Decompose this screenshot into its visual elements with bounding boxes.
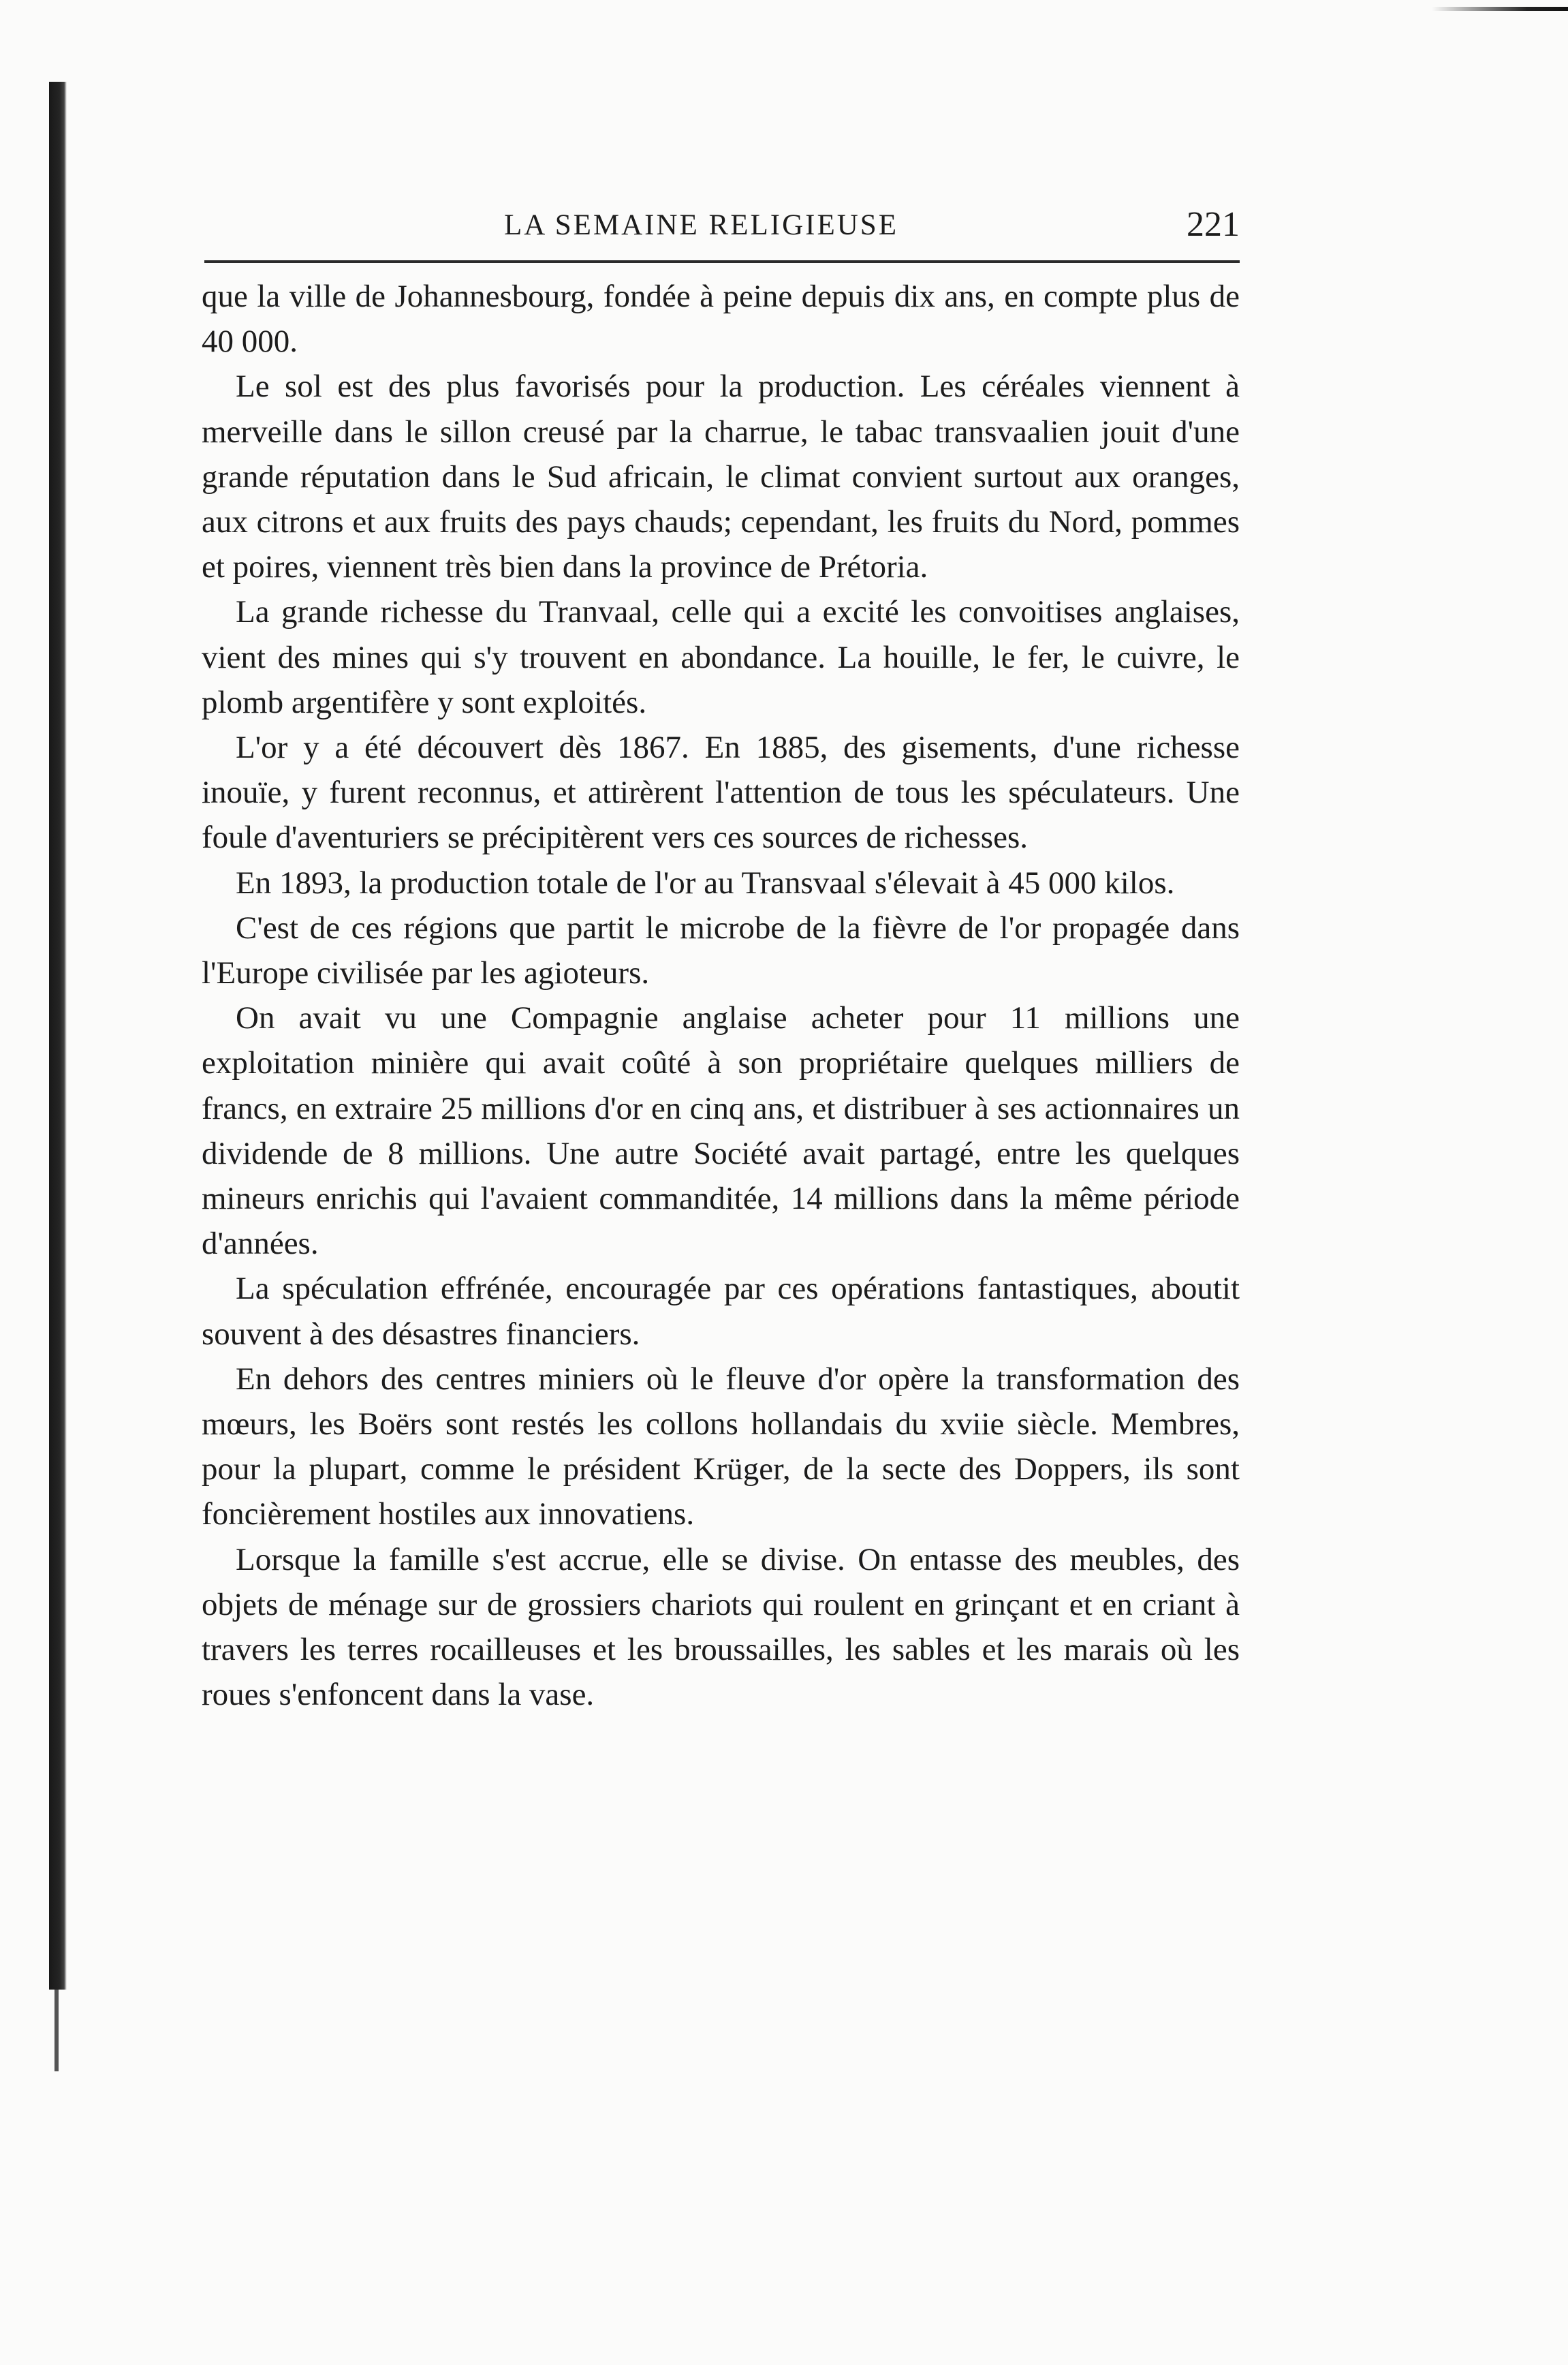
binding-edge-shadow <box>49 82 67 1990</box>
scan-top-mark <box>1432 7 1568 11</box>
paragraph: Lorsque la famille s'est accrue, elle se divise. On entasse des meubles, des objets de ménage sur de grossiers chariots qui roulent en grinçant et en criant à travers les terres rocailleuses et les broussailles, les sables et les marais où les roues s'enfoncent dans la vase. <box>202 1541 1240 1713</box>
paragraph: La spéculation effrénée, encouragée par ces opérations fantastiques, aboutit souvent à des désastres financiers. <box>202 1271 1240 1352</box>
paragraph: La grande richesse du Tranvaal, celle qui a excité les convoitises anglaises, vient des mines qui s'y trouvent en abondance. La houille, le fer, le cuivre, le plomb argentifère y sont exploités. <box>202 594 1240 720</box>
running-header-title: LA SEMAINE RELIGIEUSE <box>504 209 898 241</box>
paragraph: Le sol est des plus favorisés pour la production. Les céréales viennent à merveille dans le sillon creusé par la charrue, le tabac transvaalien jouit d'une grande réputation dans le Sud africain, le climat convient surtout aux oranges, aux citrons et aux fruits des pays chauds; cependant, les fruits du Nord, pommes et poires, viennent très bien dans la province de Prétoria. <box>202 369 1240 585</box>
paragraph: On avait vu une Compagnie anglaise acheter pour 11 millions une exploitation minière qui avait coûté à son propriétaire quelques milliers de francs, en extraire 25 millions d'or en cinq ans, et distribuer à ses actionnaires un dividende de 8 millions. Une autre Société avait partagé, entre les quelques mineurs enrichis qui l'avaient commanditée, 14 millions dans la même période d'années. <box>202 1000 1240 1262</box>
paragraph: L'or y a été découvert dès 1867. En 1885, des gisements, d'une richesse inouïe, y furent reconnus, et attirèrent l'attention de tous les spéculateurs. Une foule d'aventuriers se précipitèrent vers ces sources de richesses. <box>202 730 1240 856</box>
paragraph: En dehors des centres miniers où le fleuve d'or opère la transformation des mœurs, les Boërs sont restés les collons hollandais du xviie siècle. Membres, pour la plupart, comme le président Krüger, de la secte des Doppers, ils sont foncièrement hostiles aux innovatiens. <box>202 1361 1240 1532</box>
paragraph: C'est de ces régions que partit le microbe de la fièvre de l'or propagée dans l'Europe civilisée par les agioteurs. <box>202 910 1240 991</box>
paragraph: En 1893, la production totale de l'or au Transvaal s'élevait à 45 000 kilos. <box>236 865 1175 901</box>
header-rule <box>204 260 1240 263</box>
running-header <box>204 204 1240 248</box>
body-text <box>202 274 1240 1718</box>
page-number: 221 <box>1187 205 1240 244</box>
paragraph: que la ville de Johannesbourg, fondée à peine depuis dix ans, en compte plus de 40 000. <box>202 279 1240 360</box>
binding-edge-mark <box>54 1990 59 2071</box>
